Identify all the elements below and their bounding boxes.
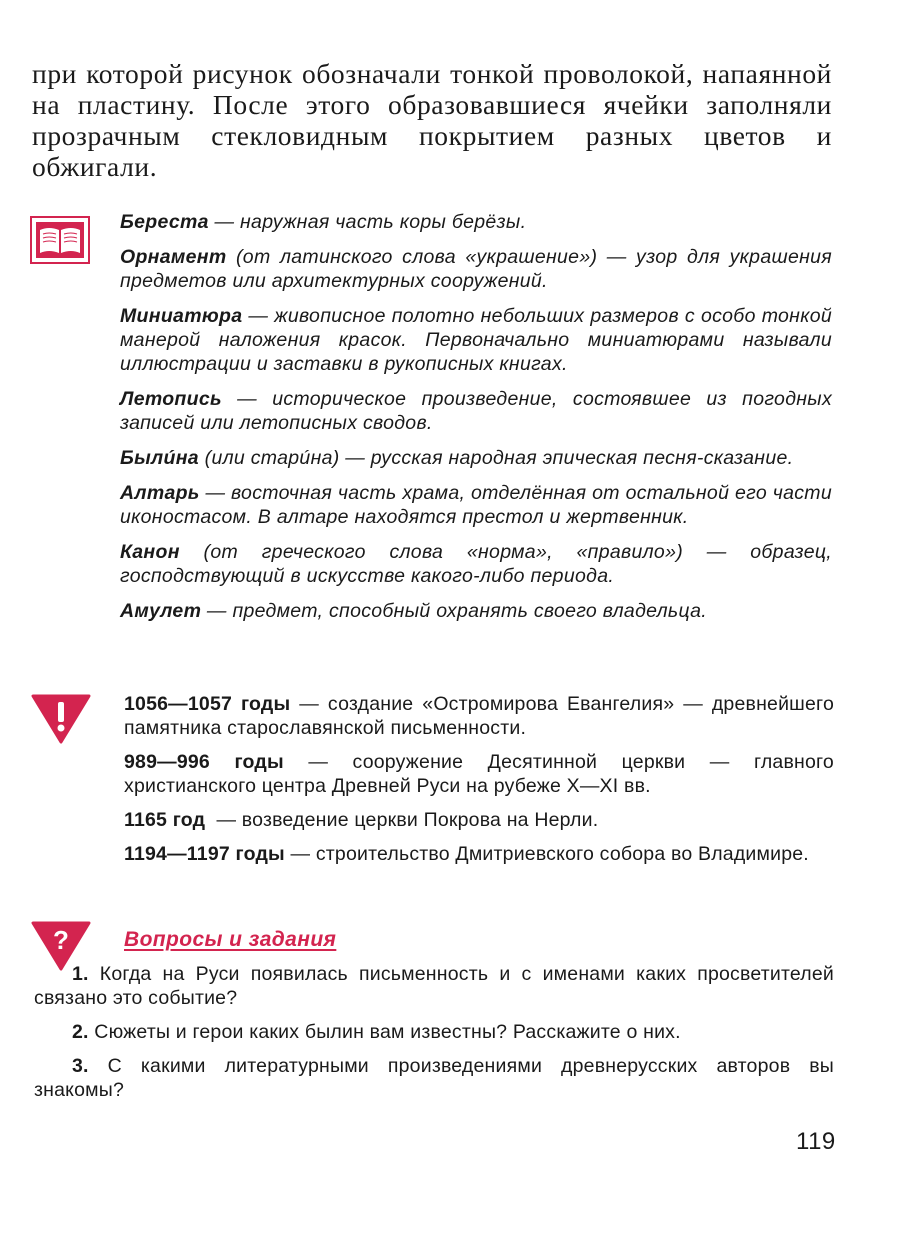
glossary-entry [120, 245, 832, 293]
question-number: 2. [72, 1021, 89, 1043]
intro-paragraph: при которой рисунок обозначали тонкой проволокой, напаянной на пластину. После этого образовавшиеся ячейки заполняли прозрачным стекловидным покрытием разных цветов и обжигали. [32, 58, 832, 182]
date-event: — сооружение Десятинной церкви — главного христианского центра Древней Руси на рубеже X—XI вв. [124, 751, 834, 797]
glossary-term: Канон [120, 541, 180, 563]
date-entry [124, 842, 834, 866]
glossary-entry [120, 210, 832, 234]
glossary-definition: (от латинского слова «украшение») — узор для украшения предметов или архитектурных сооружений. [120, 246, 832, 292]
glossary-entry [120, 446, 832, 470]
date-years: 989—996 годы [124, 751, 284, 773]
glossary-term: Былúна [120, 447, 199, 469]
glossary-definition: — наружная часть коры берёзы. [208, 211, 527, 233]
date-event: — создание «Остромирова Евангелия» — древнейшего памятника старославянской письменности. [124, 693, 834, 739]
dates-list [124, 692, 834, 876]
exclamation-icon [30, 690, 92, 744]
question-number: 3. [72, 1055, 89, 1077]
glossary-term: Летопись [120, 388, 222, 410]
glossary-entry [120, 387, 832, 435]
glossary-entry [120, 540, 832, 588]
glossary-definition: — предмет, способный охранять своего владельца. [201, 600, 708, 622]
questions-heading: Вопросы и задания [124, 928, 337, 951]
date-entry [124, 808, 834, 832]
date-event: — возведение церкви Покрова на Нерли. [205, 809, 599, 831]
glossary-definition: — историческое произведение, состоявшее из погодных записей или летописных сводов. [120, 388, 832, 434]
question-item [34, 962, 834, 1010]
page-number: 119 [796, 1128, 836, 1155]
glossary-entry [120, 599, 832, 623]
glossary-entry [120, 481, 832, 529]
glossary-definition: — восточная часть храма, отделённая от остальной его части иконостасом. В алтаре находятся престол и жертвенник. [120, 482, 832, 528]
question-item [34, 1054, 834, 1102]
question-number: 1. [72, 963, 89, 985]
glossary-definition: (или старúна) — русская народная эпическая песня-сказание. [198, 447, 794, 469]
glossary-list [120, 210, 832, 634]
glossary-entry [120, 304, 832, 376]
date-years: 1056—1057 годы [124, 693, 291, 715]
date-years: 1194—1197 годы [124, 843, 285, 865]
glossary-term: Амулет [120, 600, 202, 622]
date-event: — строительство Дмитриевского собора во Владимире. [284, 843, 809, 865]
glossary-term: Алтарь [120, 482, 200, 504]
question-text: С какими литературными произведениями древнерусских авторов вы знакомы? [34, 1055, 834, 1101]
book-icon [30, 216, 90, 264]
question-text: Когда на Руси появилась письменность и с именами каких просветителей связано это событие? [34, 963, 834, 1009]
questions-list [34, 962, 834, 1112]
date-entry [124, 750, 834, 798]
date-entry [124, 692, 834, 740]
glossary-term: Миниатюра [120, 305, 243, 327]
glossary-definition: (от греческого слова «норма», «правило») — образец, господствующий в искусстве какого-либо периода. [120, 541, 832, 587]
glossary-term: Орнамент [120, 246, 227, 268]
glossary-definition: — живописное полотно небольших размеров с особо тонкой манерой наложения красок. Первоначально миниатюрами называли иллюстрации и заставки в рукописных книгах. [120, 305, 832, 375]
svg-text:?: ? [53, 925, 69, 955]
question-text: Сюжеты и герои каких былин вам известны? Расскажите о них. [88, 1021, 681, 1043]
question-item [34, 1020, 834, 1044]
glossary-term: Береста [120, 211, 209, 233]
date-years: 1165 год [124, 809, 206, 831]
